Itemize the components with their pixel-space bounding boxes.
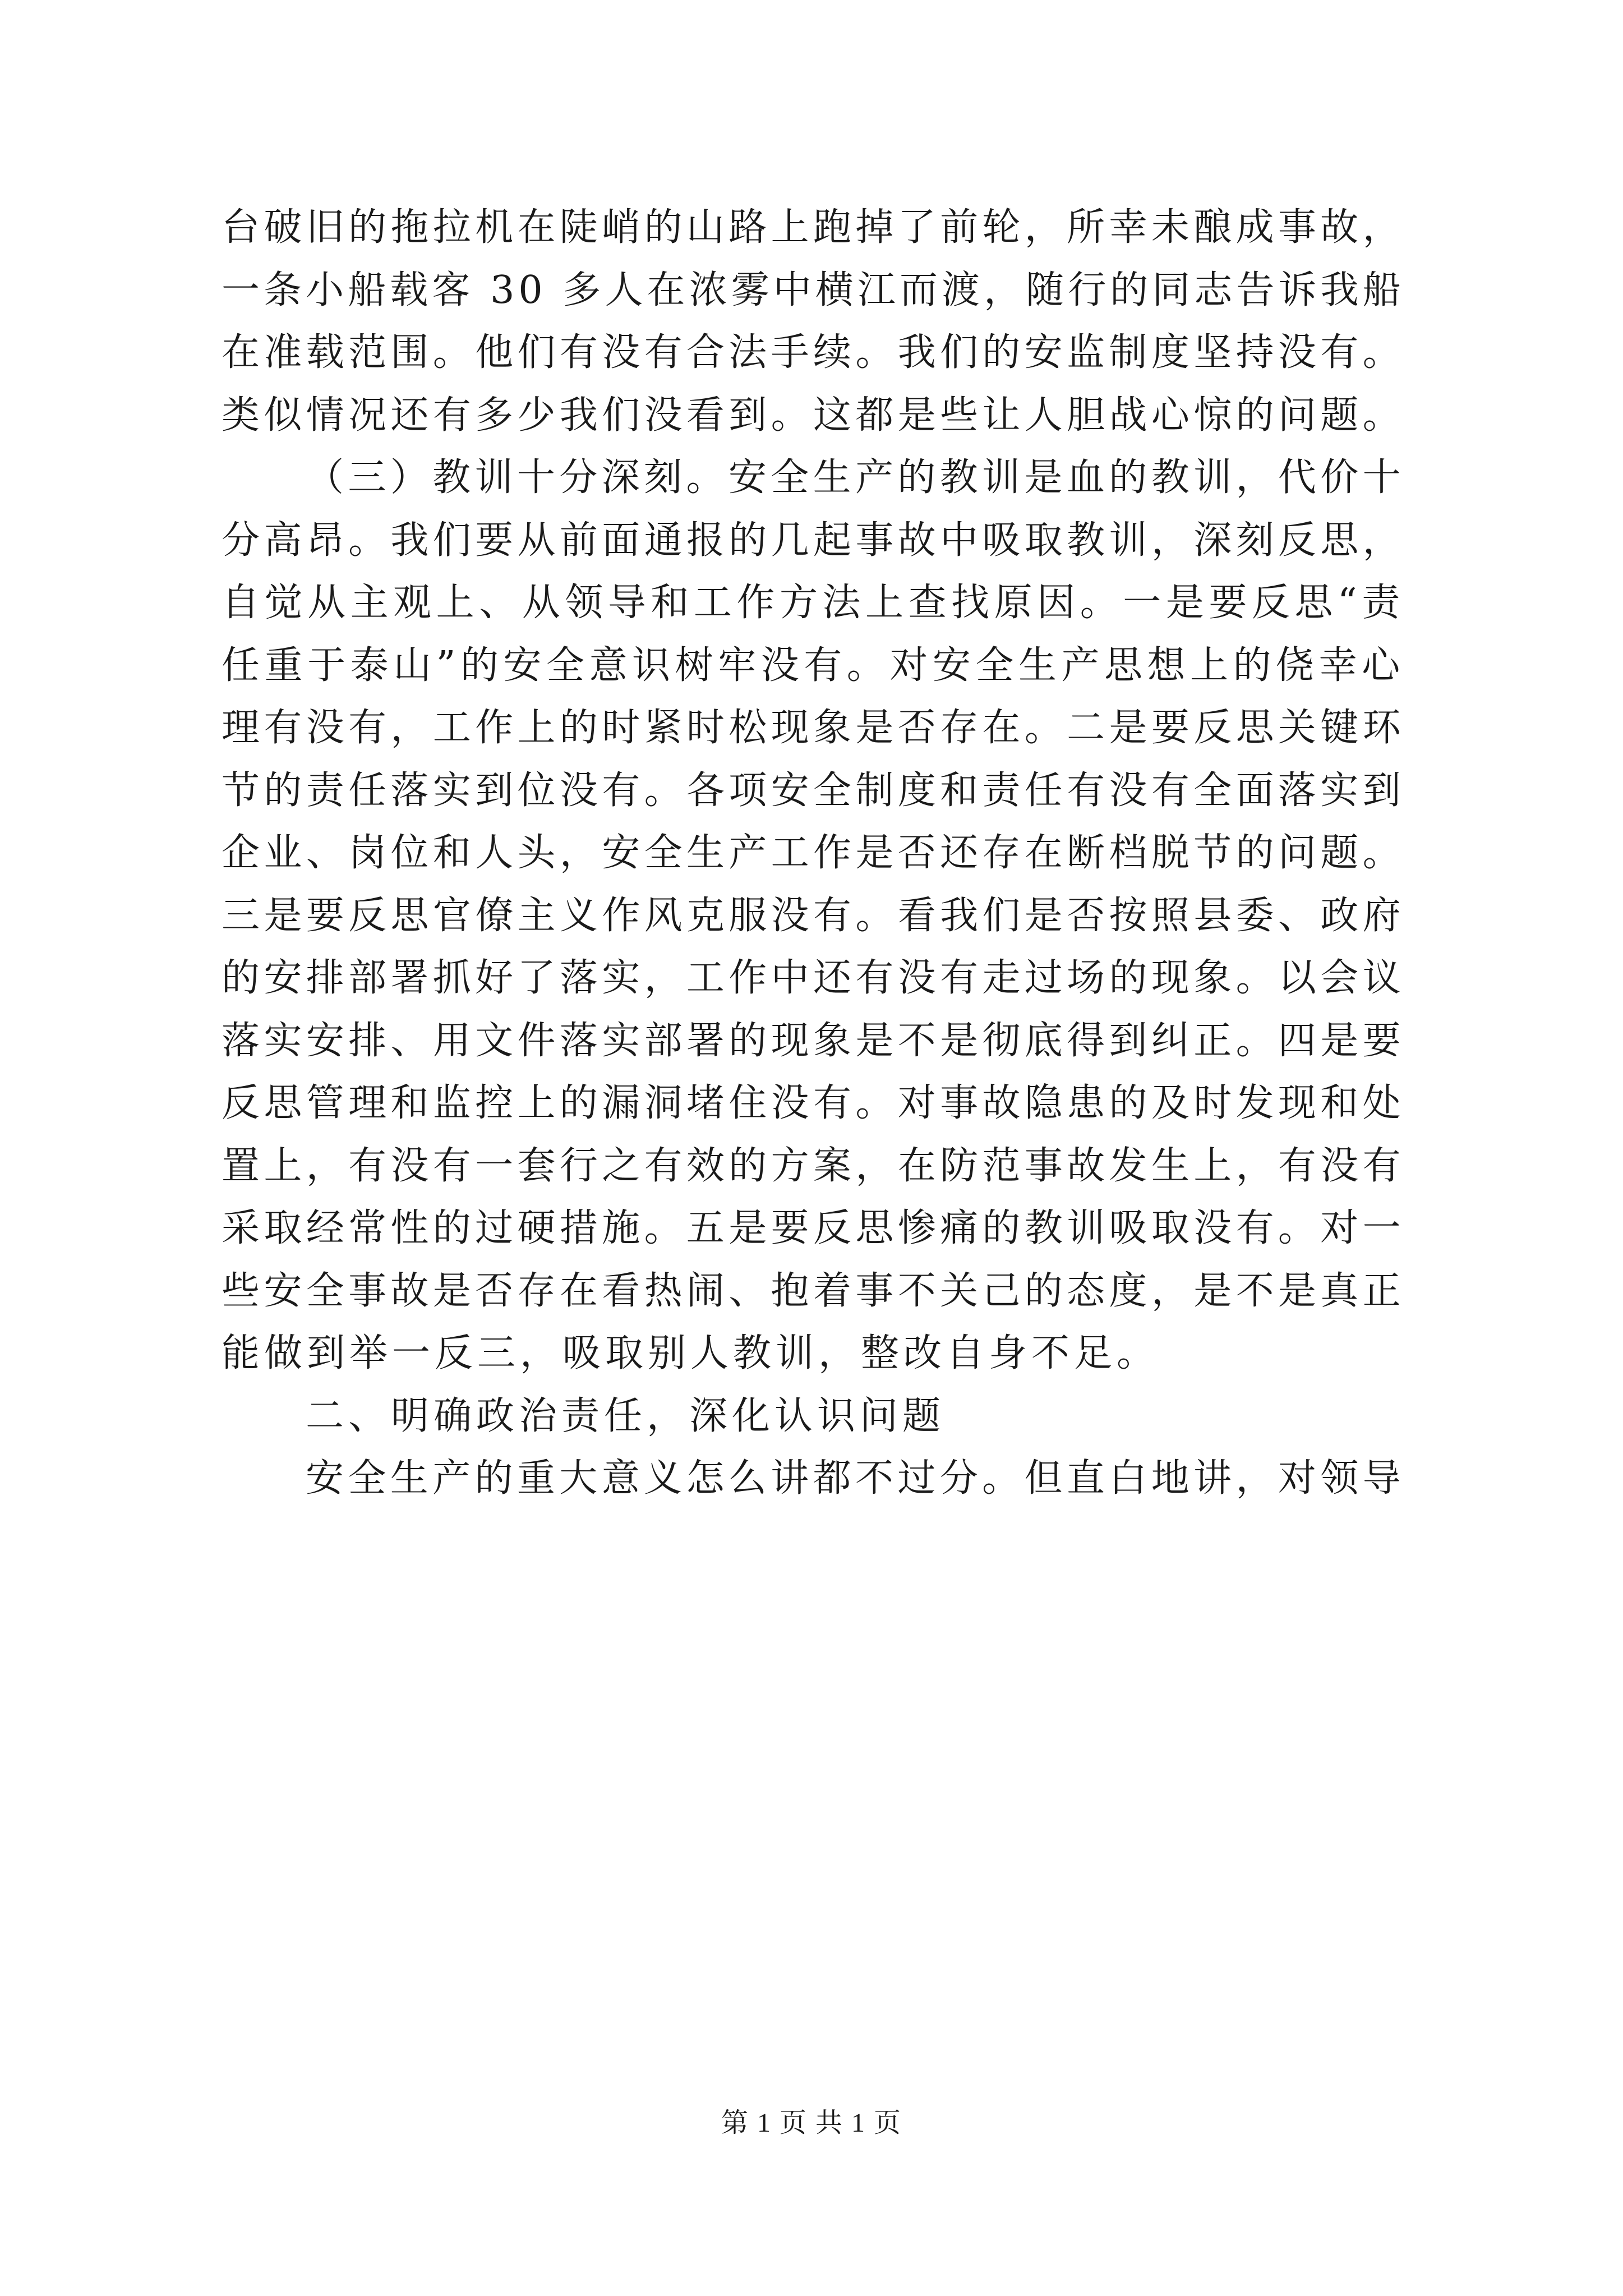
text-line: 一条小船载客 30 多人在浓雾中横江而渡，随行的同志告诉我船 [222,268,1405,312]
text-line: 三是要反思官僚主义作风克服没有。看我们是否按照县委、政府 [222,893,1405,938]
text-line: 分高昂。我们要从前面通报的几起事故中吸取教训，深刻反思， [222,518,1405,563]
text-line: 安全生产的重大意义怎么讲都不过分。但直白地讲，对领导 [306,1456,1405,1501]
text-line: 理有没有，工作上的时紧时松现象是否存在。二是要反思关键环 [222,706,1405,750]
text-line: 任重于泰山”的安全意识树牢没有。对安全生产思想上的侥幸心 [222,643,1405,688]
document-body [222,196,1405,1510]
text-line: 采取经常性的过硬措施。五是要反思惨痛的教训吸取没有。对一 [222,1206,1405,1250]
text-line: 置上，有没有一套行之有效的方案，在防范事故发生上，有没有 [222,1143,1405,1188]
text-line: （三）教训十分深刻。安全生产的教训是血的教训，代价十 [306,455,1405,500]
text-line: 节的责任落实到位没有。各项安全制度和责任有没有全面落实到 [222,768,1405,813]
text-line: 台破旧的拖拉机在陡峭的山路上跑掉了前轮，所幸未酿成事故， [222,205,1405,250]
text-line: 类似情况还有多少我们没看到。这都是些让人胆战心惊的问题。 [222,393,1405,438]
page-footer: 第 1 页 共 1 页 [721,2108,902,2138]
text-line: 在准载范围。他们有没有合法手续。我们的安监制度坚持没有。 [222,330,1405,375]
text-line: 自觉从主观上、从领导和工作方法上查找原因。一是要反思“责 [222,581,1405,625]
text-line: 企业、岗位和人头，安全生产工作是否还存在断档脱节的问题。 [222,831,1405,875]
text-line: 的安排部署抓好了落实，工作中还有没有走过场的现象。以会议 [222,956,1405,1000]
text-line: 些安全事故是否存在看热闹、抱着事不关己的态度，是不是真正 [222,1268,1405,1313]
text-line: 能做到举一反三，吸取别人教训，整改自身不足。 [222,1331,1160,1375]
text-line: 二、明确政治责任，深化认识问题 [306,1393,946,1438]
text-line: 落实安排、用文件落实部署的现象是不是彻底得到纠正。四是要 [222,1018,1405,1063]
text-line: 反思管理和监控上的漏洞堵住没有。对事故隐患的及时发现和处 [222,1081,1405,1125]
